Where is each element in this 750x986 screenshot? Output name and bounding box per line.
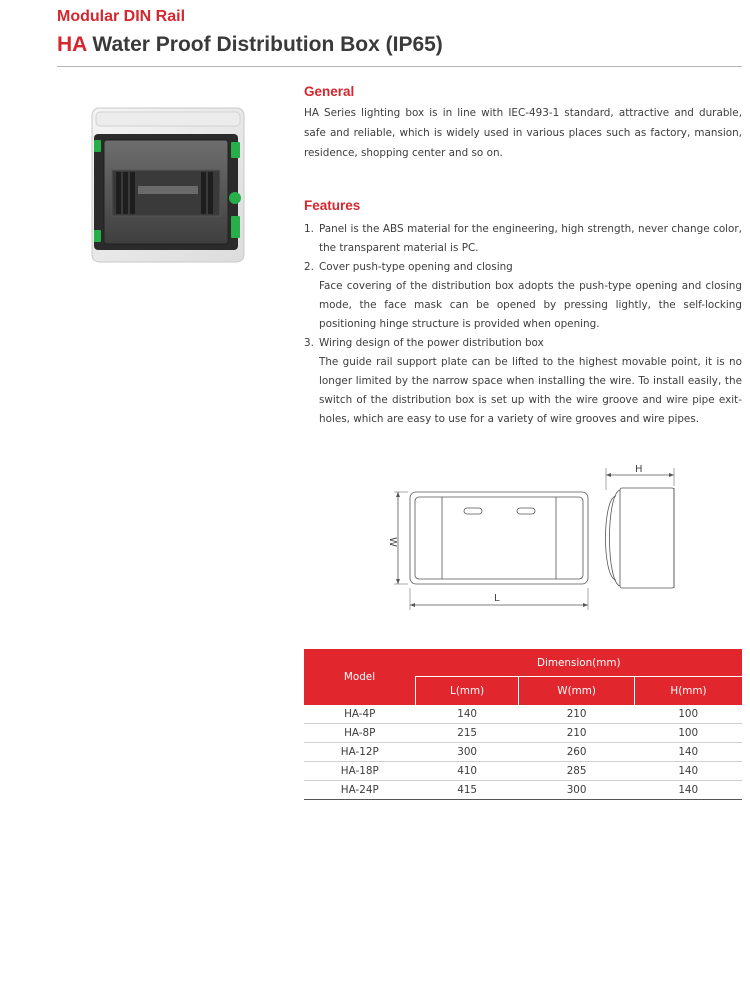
category-label: Modular DIN Rail: [57, 8, 186, 25]
cell-h: 100: [634, 724, 742, 743]
dimension-drawing: [384, 460, 684, 616]
cell-l: 410: [416, 762, 519, 781]
cell-w: 210: [519, 724, 635, 743]
cell-h: 140: [634, 743, 742, 762]
feature-number: 1.: [304, 223, 314, 235]
cell-model: HA-4P: [304, 705, 416, 724]
cell-h: 140: [634, 781, 742, 800]
cell-w: 260: [519, 743, 635, 762]
label-l: L: [494, 593, 500, 604]
model-header: Model: [304, 649, 416, 705]
product-photo: [90, 104, 246, 264]
column-header-l: L(mm): [416, 677, 519, 706]
general-heading: General: [304, 84, 355, 99]
label-w: W: [387, 537, 398, 547]
features-list: [304, 220, 742, 429]
cell-model: HA-8P: [304, 724, 416, 743]
cell-w: 300: [519, 781, 635, 800]
table-row: [304, 762, 742, 781]
cell-l: 215: [416, 724, 519, 743]
feature-number: 3.: [304, 337, 314, 349]
label-h: H: [635, 464, 643, 475]
table-row: [304, 743, 742, 762]
cell-model: HA-18P: [304, 762, 416, 781]
page-title: [57, 33, 443, 57]
general-text: HA Series lighting box is in line with IEC-493-1 standard, attractive and durable, safe and reliable, which is widely used in various places such as factory, mansion, residence, shopping center and so on.: [304, 107, 742, 159]
feature-item-2: [304, 258, 742, 334]
feature-text: Face covering of the distribution box adopts the push-type opening and closing mode, the face mask can be opened by pressing lightly, the self-locking positioning hinge structure is provided when opening.: [319, 280, 742, 330]
cell-model: HA-24P: [304, 781, 416, 800]
cell-h: 100: [634, 705, 742, 724]
feature-text: The guide rail support plate can be lifted to the highest movable point, it is no longer limited by the narrow space when installing the wire. To install easily, the switch of the distribution box is set up with the wire groove and wire pipe exit-holes, which are easy to use for a variety of wire grooves and wire pipes.: [319, 356, 742, 425]
table-row: [304, 705, 742, 724]
column-header-w: W(mm): [519, 677, 635, 706]
title-divider: [57, 66, 742, 67]
cell-l: 300: [416, 743, 519, 762]
title-code: HA: [57, 33, 87, 56]
cell-w: 210: [519, 705, 635, 724]
feature-number: 2.: [304, 261, 314, 273]
features-heading: Features: [304, 198, 361, 213]
feature-text: Panel is the ABS material for the engineering, high strength, never change color, the transparent material is PC.: [319, 223, 742, 254]
feature-title: Cover push-type opening and closing: [319, 261, 513, 273]
cell-l: 415: [416, 781, 519, 800]
dimensions-table: [304, 649, 742, 800]
feature-item-3: [304, 334, 742, 429]
table-row: [304, 724, 742, 743]
title-text: Water Proof Distribution Box (IP65): [86, 33, 443, 56]
feature-item-1: [304, 220, 742, 258]
column-header-h: H(mm): [634, 677, 742, 706]
cell-model: HA-12P: [304, 743, 416, 762]
cell-l: 140: [416, 705, 519, 724]
table-row: [304, 781, 742, 800]
cell-w: 285: [519, 762, 635, 781]
dimension-header: Dimension(mm): [416, 649, 743, 677]
cell-h: 140: [634, 762, 742, 781]
feature-title: Wiring design of the power distribution box: [319, 337, 544, 349]
